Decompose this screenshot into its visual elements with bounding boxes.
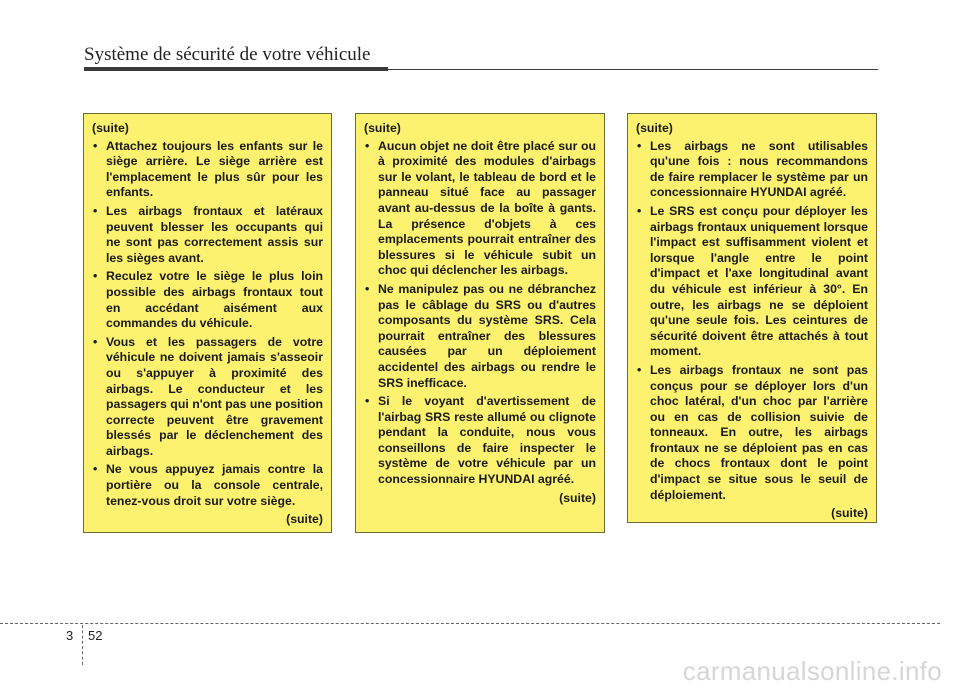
page-title: Système de sécurité de votre véhicule	[84, 44, 371, 65]
list-item-text: Attachez toujours les enfants sur le siège arrière. Le siège arrière est l'emplacement le plus sûr pour les enfants.	[106, 138, 323, 200]
warning-box-1	[83, 113, 332, 533]
header-rule-line	[388, 69, 878, 70]
list-item	[92, 462, 323, 509]
bullet-icon: •	[637, 203, 642, 218]
warning-list	[364, 139, 596, 488]
page-number: 52	[88, 628, 103, 643]
warning-list	[636, 139, 868, 504]
watermark: carmanualsonline.info	[682, 656, 942, 686]
box-continued-label: (suite)	[364, 121, 401, 135]
list-item-text: Aucun objet ne doit être placé sur ou à proximité des modules d'airbags sur le volant, le tableau de bord et le panneau situé face au passager avant au-dessus de la boîte à gants. La présence d'objets à ces emplacements pourrait entraîner des blessures si le véhicule subit un choc qui déclencher les airbags.	[378, 138, 596, 278]
list-item-text: Les airbags frontaux ne sont pas conçus pour se déployer lors d'un choc latéral, d'un choc par l'arrière ou en cas de collision suivie de tonneaux. En outre, les airbags frontaux ne se déploient pas en cas de chocs frontaux dont le point d'impact se situe sous le seuil de déploiement.	[650, 362, 868, 502]
list-item-text: Reculez votre le siège le plus loin possible des airbags frontaux tout en accédant aisément aux commandes du véhicule.	[106, 269, 323, 331]
bullet-icon: •	[93, 462, 98, 477]
list-item	[636, 363, 868, 503]
bullet-icon: •	[93, 203, 98, 218]
list-item	[364, 394, 596, 488]
list-item-text: Si le voyant d'avertissement de l'airbag SRS reste allumé ou clignote pendant la conduite, nous vous conseillons de faire inspecter le système de votre véhicule par un concessionnaire HYUNDAI agréé.	[378, 394, 596, 487]
list-item	[636, 139, 868, 201]
warning-box-2	[355, 113, 605, 533]
list-item-text: Les airbags frontaux et latéraux peuvent blesser les occupants qui ne sont pas correctement assis sur les sièges avant.	[106, 203, 323, 265]
bullet-icon: •	[93, 138, 98, 153]
bullet-icon: •	[365, 281, 370, 296]
list-item	[92, 269, 323, 331]
list-item	[92, 335, 323, 460]
bullet-icon: •	[93, 269, 98, 284]
box-continues-label: (suite)	[286, 512, 323, 527]
list-item	[364, 282, 596, 391]
footer-divider	[82, 625, 83, 665]
section-number: 3	[66, 628, 74, 643]
header-rule	[84, 67, 388, 71]
list-item-text: Ne vous appuyez jamais contre la portière ou la console centrale, tenez-vous droit sur votre siège.	[106, 462, 323, 508]
bullet-icon: •	[365, 138, 370, 153]
footer-rule	[0, 623, 940, 624]
list-item-text: Ne manipulez pas ou ne débranchez pas le câblage du SRS ou d'autres composants du système SRS. Cela pourrait entraîner des blessures causées par un déploiement accidentel des airbags ou rendre le SRS inefficace.	[378, 281, 596, 390]
bullet-icon: •	[93, 334, 98, 349]
list-item-text: Les airbags ne sont utilisables qu'une fois : nous recommandons de faire remplacer le système par un concessionnaire HYUNDAI agréé.	[650, 138, 868, 200]
box-continued-label: (suite)	[92, 121, 129, 135]
box-continued-label: (suite)	[636, 121, 673, 135]
box-continues-label: (suite)	[831, 506, 868, 521]
box-continues-label: (suite)	[559, 490, 596, 505]
list-item	[636, 204, 868, 360]
bullet-icon: •	[637, 138, 642, 153]
list-item	[92, 204, 323, 266]
list-item	[92, 139, 323, 201]
list-item-text: Vous et les passagers de votre véhicule ne doivent jamais s'asseoir ou s'appuyer à proximité des airbags. Le conducteur et les passagers qui n'ont pas une position correcte peuvent être gravement blessés par le déclenchement des airbags.	[106, 334, 323, 458]
list-item-text: Le SRS est conçu pour déployer les airbags frontaux uniquement lorsque l'impact est suffisamment violent et lorsque l'angle entre le point d'impact et l'axe longitudinal avant du véhicule est inférieur à 30°. En outre, les airbags ne se déploient qu'une seule fois. Les ceintures de sécurité doivent être attachés à tout moment.	[650, 203, 868, 359]
warning-list	[92, 139, 323, 510]
list-item	[364, 139, 596, 279]
bullet-icon: •	[637, 362, 642, 377]
warning-box-3	[627, 113, 877, 523]
bullet-icon: •	[365, 394, 370, 409]
